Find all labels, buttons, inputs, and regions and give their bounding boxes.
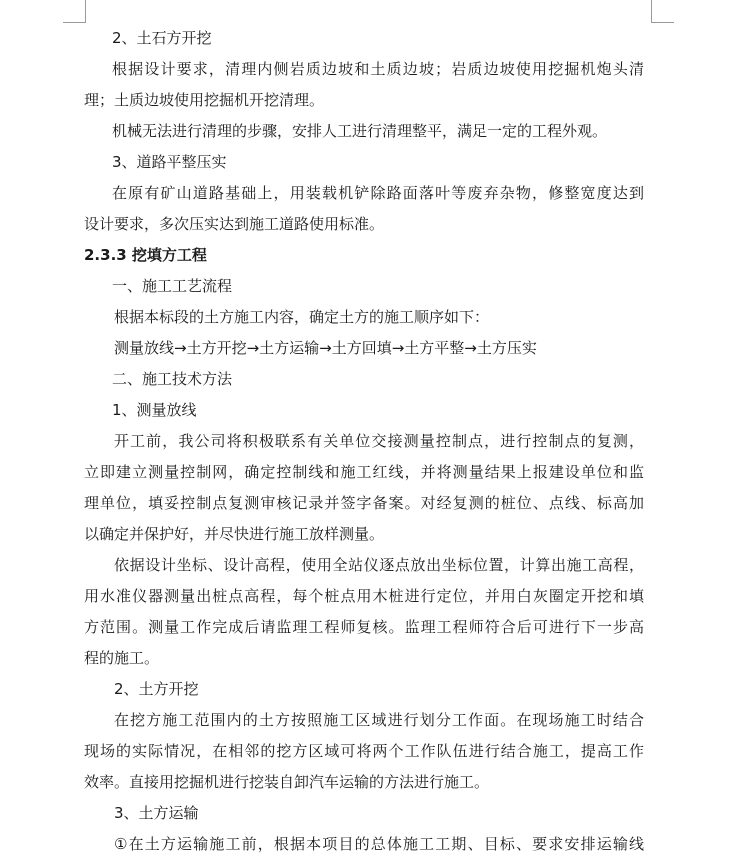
paragraph-line: ①在土方运输施工前，根据本项目的总体施工工期、目标、要求安排运输线 xyxy=(114,835,644,853)
paragraph-line: 机械无法进行清理的步骤，安排人工进行清理整平，满足一定的工程外观。 xyxy=(112,122,608,140)
paragraph-line: 程的施工。 xyxy=(84,649,160,667)
paragraph-line: 理；土质边坡使用挖掘机开挖清理。 xyxy=(84,91,325,109)
paragraph-line: 2、土方开挖 xyxy=(114,680,199,698)
paragraph-line: 理单位，填妥控制点复测审核记录并签字备案。对经复测的桩位、点线、标高加 xyxy=(84,494,644,512)
paragraph-line: 用水准仪器测量出桩点高程，每个桩点用木桩进行定位，并用白灰圈定开挖和填 xyxy=(84,587,644,605)
paragraph-line: 3、道路平整压实 xyxy=(112,153,227,171)
paragraph-line: 二、施工技术方法 xyxy=(112,370,233,388)
paragraph-line: 方范围。测量工作完成后请监理工程师复核。监理工程师符合后可进行下一步高 xyxy=(84,618,644,636)
paragraph-line: 立即建立测量控制网，确定控制线和施工红线，并将测量结果上报建设单位和监 xyxy=(84,463,644,481)
page-corner-mark-left xyxy=(63,0,86,23)
paragraph-line: 根据本标段的土方施工内容，确定土方的施工顺序如下： xyxy=(114,308,490,326)
paragraph-line: 一、施工工艺流程 xyxy=(112,277,233,295)
document-body xyxy=(84,23,644,860)
paragraph-line: 测量放线→土方开挖→土方运输→土方回填→土方平整→土方压实 xyxy=(114,339,537,357)
paragraph-line: 3、土方运输 xyxy=(114,804,199,822)
paragraph-line: 依据设计坐标、设计高程，使用全站仪逐点放出坐标位置，计算出施工高程， xyxy=(114,556,644,574)
paragraph-line: 效率。直接用挖掘机进行挖装自卸汽车运输的方法进行施工。 xyxy=(84,773,490,791)
section-heading: 2.3.3 挖填方工程 xyxy=(84,246,207,264)
paragraph-line: 2、土石方开挖 xyxy=(112,29,212,47)
paragraph-line: 现场的实际情况，在相邻的挖方区域可将两个工作队伍进行结合施工，提高工作 xyxy=(84,742,644,760)
page-corner-mark-right xyxy=(651,0,674,23)
paragraph-line: 根据设计要求，清理内侧岩质边坡和土质边坡；岩质边坡使用挖掘机炮头清 xyxy=(112,60,644,78)
paragraph-line: 在挖方施工范围内的土方按照施工区域进行划分工作面。在现场施工时结合 xyxy=(114,711,644,729)
paragraph-line: 在原有矿山道路基础上，用装载机铲除路面落叶等废弃杂物，修整宽度达到 xyxy=(112,184,644,202)
paragraph-line: 1、测量放线 xyxy=(112,401,197,419)
paragraph-line: 开工前，我公司将积极联系有关单位交接测量控制点，进行控制点的复测， xyxy=(114,432,644,450)
paragraph-line: 设计要求，多次压实达到施工道路使用标准。 xyxy=(84,215,385,233)
paragraph-line: 以确定并保护好，并尽快进行施工放样测量。 xyxy=(84,525,385,543)
